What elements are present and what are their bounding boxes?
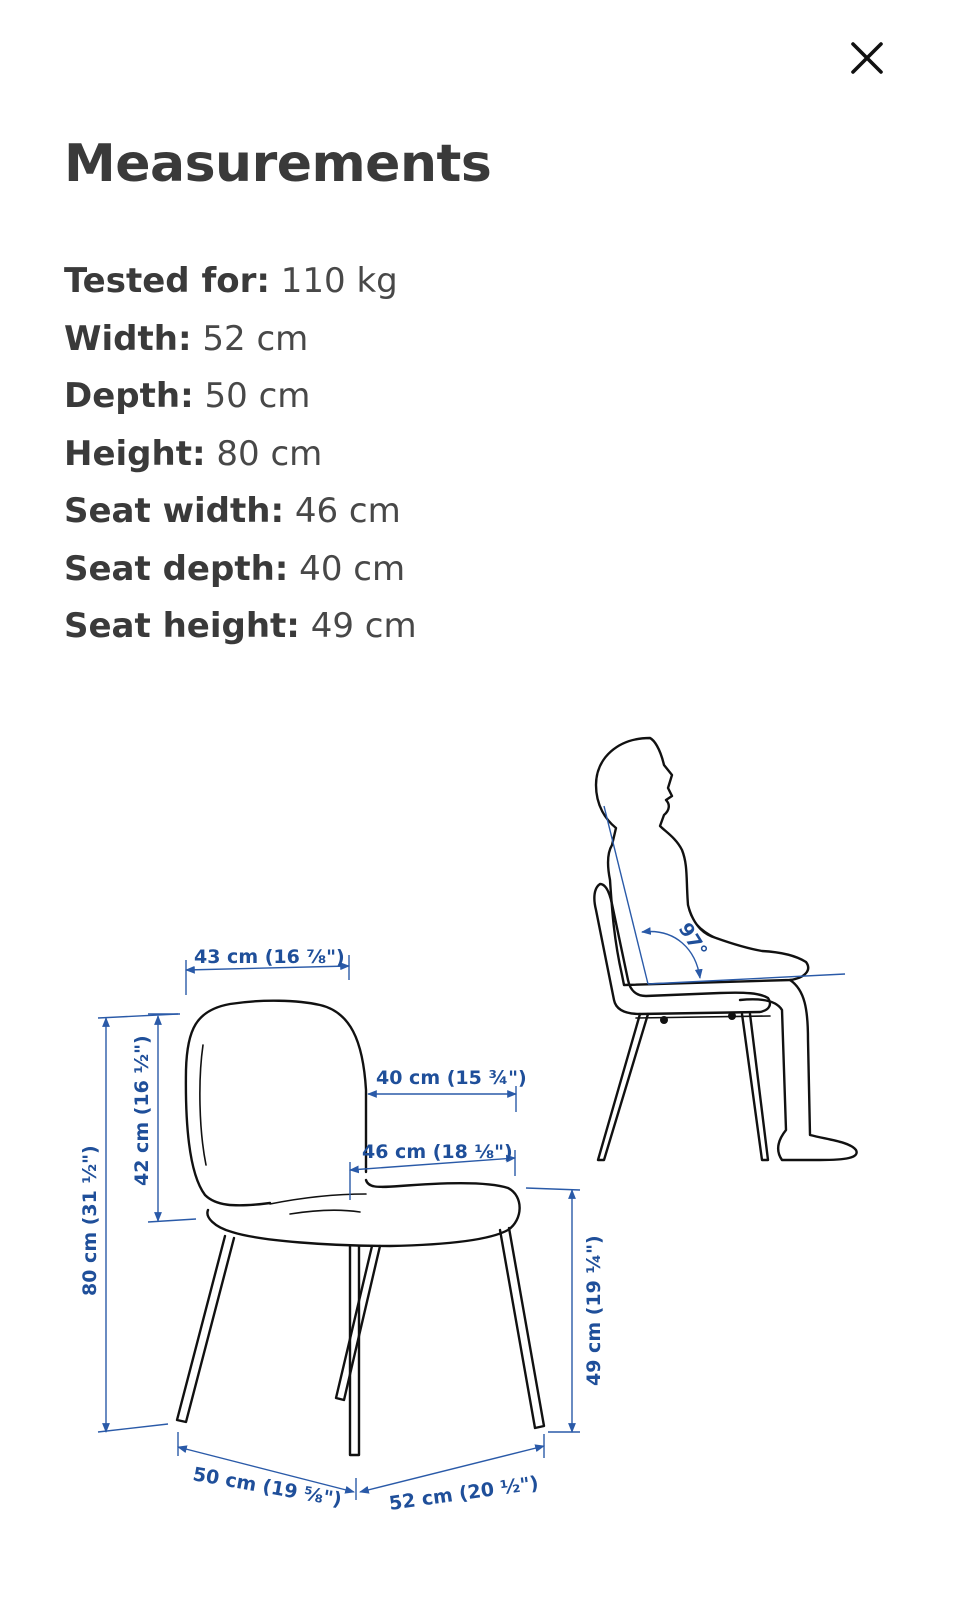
spec-label: Seat width: [64,491,285,531]
close-icon [849,40,885,76]
spec-label: Depth: [64,376,194,416]
total-height-label: 80 cm (31 ½") [79,1145,101,1296]
spec-height [64,429,417,487]
depth-label: 50 cm (19 ⅝") [191,1463,344,1512]
spec-value: 50 cm [193,376,311,416]
spec-label: Tested for: [64,261,270,301]
recline-angle-label: 97° [673,918,712,962]
spec-label: Seat depth: [64,548,289,589]
measurement-diagram [0,700,960,1580]
backrest-height-label: 42 cm (16 ½") [131,1035,153,1186]
spec-value: 52 cm [191,318,309,359]
spec-depth [64,371,417,429]
spec-value: 46 cm [284,491,401,531]
seat-width-label: 46 cm (18 ⅛") [362,1141,513,1163]
spec-value: 80 cm [205,433,323,474]
dimension-lines [79,946,605,1515]
seat-height-label: 49 cm (19 ¼") [583,1235,605,1386]
spec-value: 40 cm [288,548,406,589]
spec-seat-width [64,486,417,544]
width-label: 52 cm (20 ½") [387,1472,540,1515]
spec-seat-depth [64,544,417,602]
spec-label: Height: [64,433,206,474]
sitting-person-illustration [594,738,856,1160]
spec-value: 49 cm [299,606,417,646]
spec-list [64,256,417,659]
page-title: Measurements [64,134,492,194]
close-button[interactable] [845,36,889,80]
spec-width [64,314,417,372]
seat-depth-label: 40 cm (15 ¾") [376,1067,527,1089]
spec-seat-height [64,601,417,659]
spec-label: Seat height: [64,606,300,646]
spec-tested-for [64,256,417,314]
spec-value: 110 kg [269,261,398,301]
backrest-width-label: 43 cm (16 ⅞") [194,946,345,968]
spec-label: Width: [64,318,192,359]
